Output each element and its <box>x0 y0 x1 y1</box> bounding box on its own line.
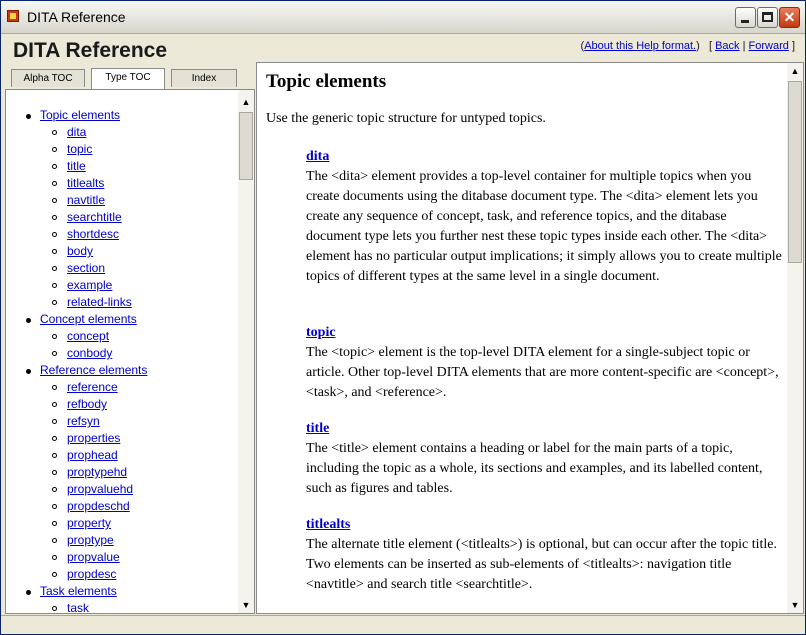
toc-item-link[interactable]: titlealts <box>67 176 105 190</box>
toc-section <box>6 583 238 613</box>
toc-item <box>40 481 238 498</box>
scroll-down-arrow-icon[interactable]: ▼ <box>241 600 251 610</box>
minimize-button[interactable] <box>735 7 756 28</box>
close-bracket: ] <box>791 40 795 52</box>
toc-item <box>40 175 238 192</box>
toc-item <box>40 430 238 447</box>
toc-item <box>40 192 238 209</box>
hollow-bullet-icon <box>52 402 57 407</box>
title-bar[interactable] <box>1 1 805 34</box>
hollow-bullet-icon <box>52 453 57 458</box>
entry-description: The <title> element contains a heading or label for the main parts of a topic, including the topic as a whole, its sections and examples, and its labelled content, such as figures and tables. <box>306 441 763 496</box>
toc-item <box>40 464 238 481</box>
hollow-bullet-icon <box>52 300 57 305</box>
toc-item-link[interactable]: property <box>67 516 112 530</box>
content-intro: Use the generic topic structure for untyped topics. <box>266 111 546 126</box>
toc-item-link[interactable]: concept <box>67 329 110 343</box>
toc-item <box>40 532 238 549</box>
entry-title-link[interactable]: dita <box>306 149 330 164</box>
toc-item <box>40 345 238 362</box>
content-title: Topic elements <box>266 71 387 92</box>
toc-item-link[interactable]: title <box>67 159 86 173</box>
hollow-bullet-icon <box>52 266 57 271</box>
toc-item-link[interactable]: reference <box>67 380 118 394</box>
toc-section <box>6 362 238 583</box>
entry-titlealts <box>306 515 784 595</box>
hollow-bullet-icon <box>52 606 57 611</box>
hollow-bullet-icon <box>52 504 57 509</box>
toc-item <box>40 141 238 158</box>
link-separator: | <box>742 40 746 52</box>
toc-scroll-thumb[interactable] <box>239 112 253 180</box>
back-link[interactable]: Back <box>715 40 740 52</box>
toc-item-link[interactable]: navtitle <box>67 193 106 207</box>
maximize-button[interactable] <box>757 7 778 28</box>
toc-section <box>6 107 238 311</box>
content-pane <box>256 62 804 614</box>
hollow-bullet-icon <box>52 181 57 186</box>
entry-description: The <dita> element provides a top-level container for multiple topics when you create documents using the ditabase document type. The <dita> element lets you create any sequence of concept, task, and reference topics, and the ditabase document type lets you further nest these topic types inside each other. The <dita> element has no particular output implications; it simply allows you to create multiple topics of different types at the same level in a single document. <box>306 169 782 284</box>
hollow-bullet-icon <box>52 232 57 237</box>
entry-title-link[interactable]: titlealts <box>306 517 351 532</box>
toc-item-list <box>40 600 238 613</box>
hollow-bullet-icon <box>52 487 57 492</box>
toc-item <box>40 226 238 243</box>
toc-item-link[interactable]: prophead <box>67 448 118 462</box>
content-scroll-thumb[interactable] <box>788 81 802 263</box>
bullet-icon <box>26 114 31 119</box>
toc-item-link[interactable]: dita <box>67 125 87 139</box>
open-paren: ( <box>580 40 585 52</box>
bullet-icon <box>26 318 31 323</box>
toc-item <box>40 413 238 430</box>
hollow-bullet-icon <box>52 470 57 475</box>
toc-item-link[interactable]: searchtitle <box>67 210 122 224</box>
content-scrollbar[interactable] <box>787 63 803 613</box>
scroll-down-arrow-icon[interactable]: ▼ <box>790 600 800 610</box>
hollow-bullet-icon <box>52 555 57 560</box>
toc-item <box>40 124 238 141</box>
hollow-bullet-icon <box>52 385 57 390</box>
toc-item-link[interactable]: body <box>67 244 94 258</box>
toc-item <box>40 549 238 566</box>
toc-item <box>40 566 238 583</box>
toc-section <box>6 311 238 362</box>
toc-item <box>40 498 238 515</box>
toc-item-link[interactable]: propvaluehd <box>67 482 134 496</box>
toc-item-link[interactable]: section <box>67 261 106 275</box>
toc-item-link[interactable]: example <box>67 278 113 292</box>
toc-pane <box>5 89 255 614</box>
toc-item <box>40 447 238 464</box>
toc-item-link[interactable]: proptypehd <box>67 465 128 479</box>
toc-item <box>40 328 238 345</box>
toc-item-link[interactable]: refbody <box>67 397 108 411</box>
content-body <box>257 63 787 613</box>
entry-dita <box>306 147 784 287</box>
scroll-up-arrow-icon[interactable]: ▲ <box>790 66 800 76</box>
forward-link[interactable]: Forward <box>748 40 789 52</box>
toc-item <box>40 396 238 413</box>
toc-item <box>40 260 238 277</box>
entry-description: The <topic> element is the top-level DITA element for a single-subject topic or article. Other top-level DITA elements that are more content-specific are <concept>, <task>, and <reference>. <box>306 345 779 400</box>
page-title: DITA Reference <box>13 39 168 62</box>
toc-tabs <box>5 68 255 89</box>
close-icon: ✕ <box>783 9 796 25</box>
hollow-bullet-icon <box>52 198 57 203</box>
toc-item-link[interactable]: propvalue <box>67 550 120 564</box>
toc-section-link[interactable]: Reference elements <box>40 363 148 377</box>
toc-item-link[interactable]: shortdesc <box>67 227 120 241</box>
tab-type-toc[interactable]: Type TOC <box>91 68 165 89</box>
toc-item-link[interactable]: task <box>67 601 90 613</box>
toc-item <box>40 158 238 175</box>
entry-title <box>306 419 784 499</box>
tab-alpha-toc[interactable]: Alpha TOC <box>11 69 85 87</box>
hollow-bullet-icon <box>52 249 57 254</box>
hollow-bullet-icon <box>52 419 57 424</box>
toc-item-link[interactable]: related-links <box>67 295 132 309</box>
toc-item-link[interactable]: propdesc <box>67 567 117 581</box>
hollow-bullet-icon <box>52 164 57 169</box>
hollow-bullet-icon <box>52 351 57 356</box>
toc-item <box>40 277 238 294</box>
entry-title-link[interactable]: topic <box>306 325 336 340</box>
hollow-bullet-icon <box>52 538 57 543</box>
scroll-up-arrow-icon[interactable]: ▲ <box>241 97 251 107</box>
maximize-icon <box>762 12 773 22</box>
toc-scrollbar[interactable] <box>238 90 254 613</box>
toc-item-link[interactable]: topic <box>67 142 93 156</box>
toc-section-link[interactable]: Topic elements <box>40 108 121 122</box>
entry-description: The alternate title element (<titlealts>) is optional, but can occur after the topic title. Two elements can be inserted as sub-elements of <titlealts>: navigation title <navtitle> and search title <searchtitle>. <box>306 537 778 592</box>
toc-item-link[interactable]: proptype <box>67 533 114 547</box>
toc-item <box>40 294 238 311</box>
entry-topic <box>306 323 784 403</box>
minimize-icon <box>741 20 749 23</box>
hollow-bullet-icon <box>52 130 57 135</box>
toc-section-list <box>6 107 238 613</box>
entry-title-link[interactable]: title <box>306 421 330 436</box>
toc-item-list <box>40 124 238 311</box>
bullet-icon <box>26 590 31 595</box>
toc-item <box>40 209 238 226</box>
bullet-icon <box>26 369 31 374</box>
hollow-bullet-icon <box>52 572 57 577</box>
toc-item-list <box>40 328 238 362</box>
toc-spacer <box>6 90 238 107</box>
header-links <box>581 40 795 52</box>
close-button[interactable] <box>779 7 800 28</box>
hollow-bullet-icon <box>52 521 57 526</box>
tab-index[interactable]: Index <box>171 69 237 87</box>
toc-item <box>40 600 238 613</box>
help-app-icon <box>7 10 19 22</box>
window-title: DITA Reference <box>27 9 126 25</box>
hollow-bullet-icon <box>52 283 57 288</box>
toc-item <box>40 379 238 396</box>
toc-item-link[interactable]: properties <box>67 431 121 445</box>
open-bracket: [ <box>708 40 713 52</box>
hollow-bullet-icon <box>52 215 57 220</box>
hollow-bullet-icon <box>52 147 57 152</box>
toc-tree <box>6 90 238 613</box>
toc-item-link[interactable]: propdeschd <box>67 499 130 513</box>
toc-item-list <box>40 379 238 583</box>
hollow-bullet-icon <box>52 334 57 339</box>
toc-item-link[interactable]: conbody <box>67 346 113 360</box>
toc-section-link[interactable]: Concept elements <box>40 312 137 326</box>
about-help-format-link[interactable]: About this Help format. <box>584 40 697 52</box>
hollow-bullet-icon <box>52 436 57 441</box>
toc-item-link[interactable]: refsyn <box>67 414 100 428</box>
status-bar <box>1 615 805 635</box>
toc-section-link[interactable]: Task elements <box>40 584 117 598</box>
toc-item <box>40 515 238 532</box>
toc-item <box>40 243 238 260</box>
close-paren: ) <box>696 40 700 52</box>
